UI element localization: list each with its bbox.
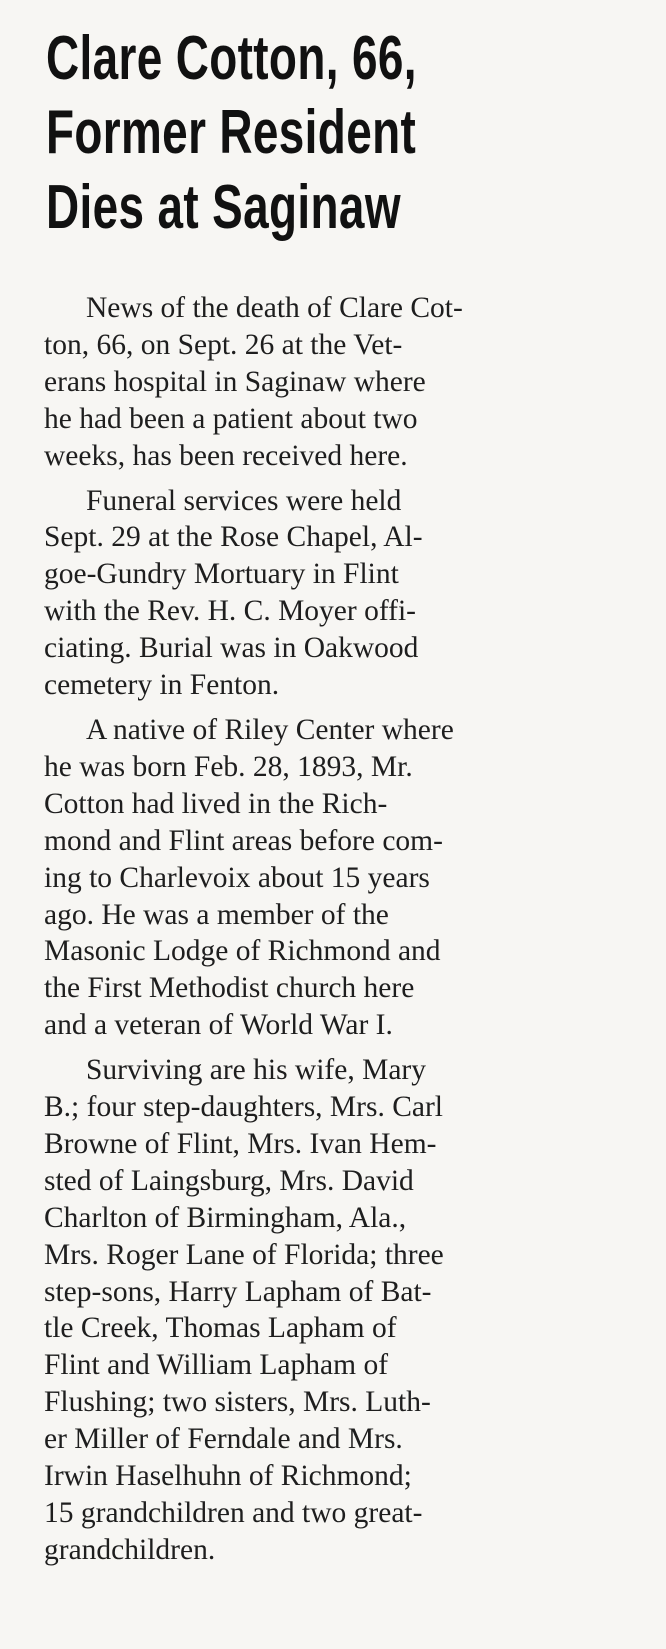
paragraph-death-notice: News of the death of Clare Cot- ton, 66, on Sept. 26 at the Vet- erans hospital in Saginaw where he had been a patient about two weeks, has been received here. [44, 292, 463, 472]
paragraph-funeral: Funeral services were held Sept. 29 at the Rose Chapel, Al- goe-Gundry Mortuary in Flint with the Rev. H. C. Moyer offi- ciating. Burial was in Oakwood cemetery in Fenton. [44, 484, 423, 702]
headline-line-3: Dies at Saginaw [46, 172, 401, 242]
paragraph-biography: A native of Riley Center where he was born Feb. 28, 1893, Mr. Cotton had lived in the Rich- mond and Flint areas before com- ing to Charlevoix about 15 years ago. He was a member of the Masonic Lodge of Richmond and the First Methodist church here and a veteran of World War I. [44, 713, 454, 1042]
headline-line-2: Former Resident [46, 98, 417, 168]
paragraph-survivors: Surviving are his wife, Mary B.; four step-daughters, Mrs. Carl Browne of Flint, Mrs. Ivan Hem- sted of Laingsburg, Mrs. David Charlton of Birmingham, Ala., Mrs. Roger Lane of Florida; three step-sons, Harry Lapham of Bat- tle Creek, Thomas Lapham of Flint and William Lapham of Flushing; two sisters, Mrs. Luth- er Miller of Ferndale and Mrs. Irwin Haselhuhn of Richmond; 15 grandchildren and two great- grandchildren. [44, 1054, 444, 1566]
article-body [44, 290, 614, 1577]
headline [46, 22, 490, 245]
headline-line-1: Clare Cotton, 66, [46, 24, 417, 93]
